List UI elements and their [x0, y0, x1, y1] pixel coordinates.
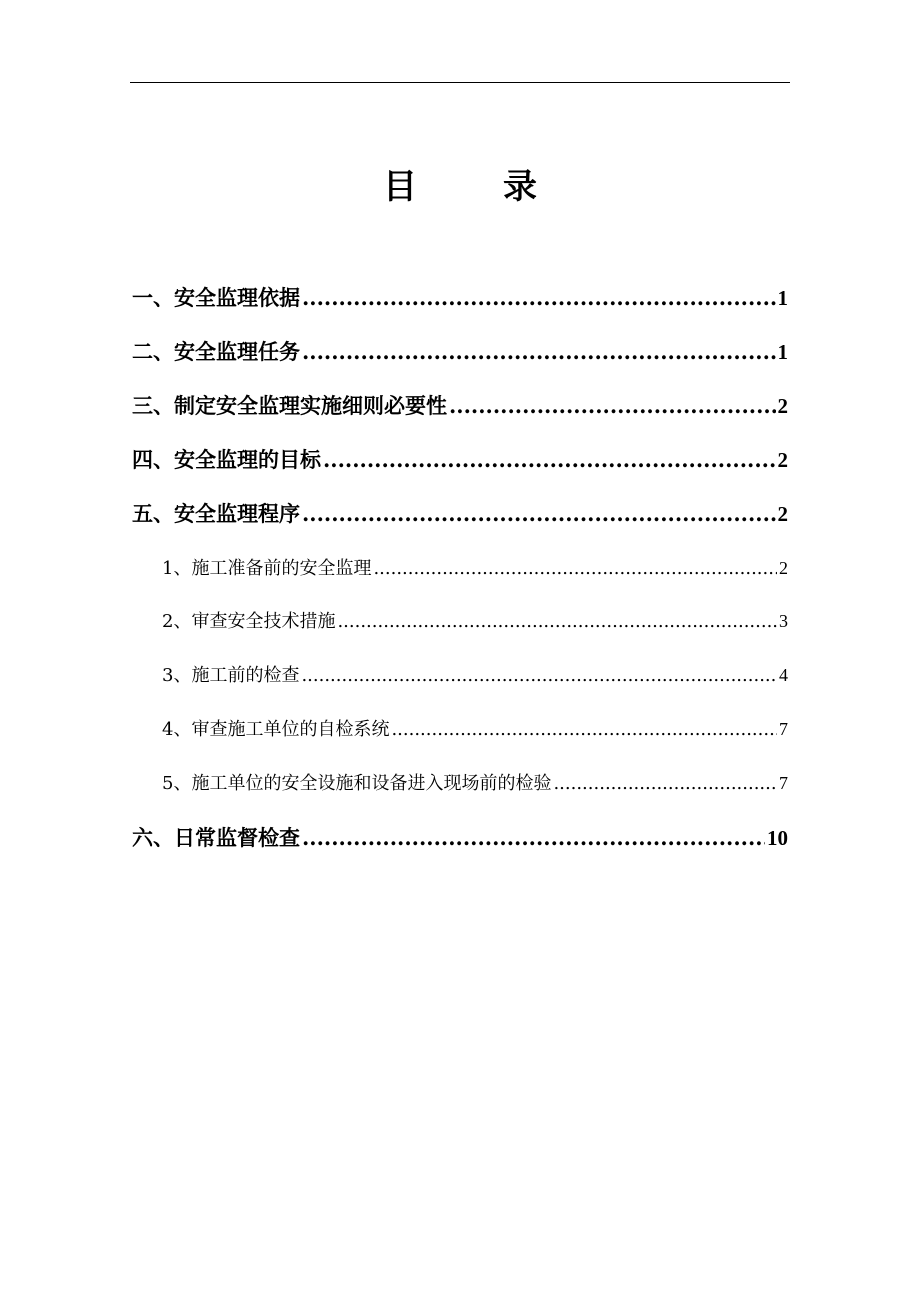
toc-entry-6[interactable]: [162, 554, 788, 584]
toc-page-number: 7: [779, 719, 788, 739]
toc-entry-text: 四、安全监理的目标: [132, 447, 321, 472]
toc-entry-8[interactable]: [162, 661, 788, 691]
toc-entry-text: 3、施工前的检查: [162, 665, 300, 686]
toc-page-number: 4: [779, 665, 788, 685]
toc-entry-text: 二、安全监理任务: [132, 339, 300, 364]
toc-entry-1[interactable]: [132, 282, 788, 312]
toc-page-number: 2: [779, 558, 788, 578]
toc-page-number: 2: [777, 448, 788, 472]
title-char-2: 录: [503, 166, 537, 207]
toc-entry-text: 三、制定安全监理实施细则必要性: [132, 393, 447, 418]
toc-entry-text: 4、审查施工单位的自检系统: [162, 719, 390, 740]
toc-leader-dots: [391, 719, 777, 740]
toc-page-number: 10: [767, 826, 788, 850]
toc-page-number: 7: [779, 773, 788, 793]
toc-leader-dots: [337, 611, 777, 632]
toc-entry-3[interactable]: [132, 390, 788, 420]
toc-entry-9[interactable]: [162, 715, 788, 745]
toc-leader-dots: [302, 285, 776, 310]
toc-page-number: 2: [777, 394, 788, 418]
toc-leader-dots: [302, 501, 776, 526]
toc-entry-5[interactable]: [132, 498, 788, 528]
toc-leader-dots: [553, 773, 777, 794]
toc-page-number: 1: [777, 286, 788, 310]
toc-leader-dots: [302, 825, 765, 850]
toc-page-number: 3: [779, 611, 788, 631]
toc-leader-dots: [373, 558, 777, 579]
toc-leader-dots: [323, 447, 776, 472]
toc-leader-dots: [302, 339, 776, 364]
toc-entry-text: 2、审查安全技术措施: [162, 611, 336, 632]
toc-entry-2[interactable]: [132, 336, 788, 366]
toc-entry-11[interactable]: [132, 822, 788, 852]
toc-entry-text: 六、日常监督检查: [132, 825, 300, 850]
toc-entry-text: 五、安全监理程序: [132, 501, 300, 526]
toc-page-number: 1: [777, 340, 788, 364]
toc-entry-text: 1、施工准备前的安全监理: [162, 558, 372, 579]
title-char-1: 目: [383, 166, 417, 207]
toc-entry-text: 一、安全监理依据: [132, 285, 300, 310]
toc-entry-text: 5、施工单位的安全设施和设备进入现场前的检验: [162, 773, 552, 794]
toc-entry-7[interactable]: [162, 607, 788, 637]
toc-page-number: 2: [777, 502, 788, 526]
toc-entry-4[interactable]: [132, 444, 788, 474]
toc-entry-10[interactable]: [162, 769, 788, 799]
toc-leader-dots: [301, 665, 777, 686]
toc-leader-dots: [449, 393, 776, 418]
